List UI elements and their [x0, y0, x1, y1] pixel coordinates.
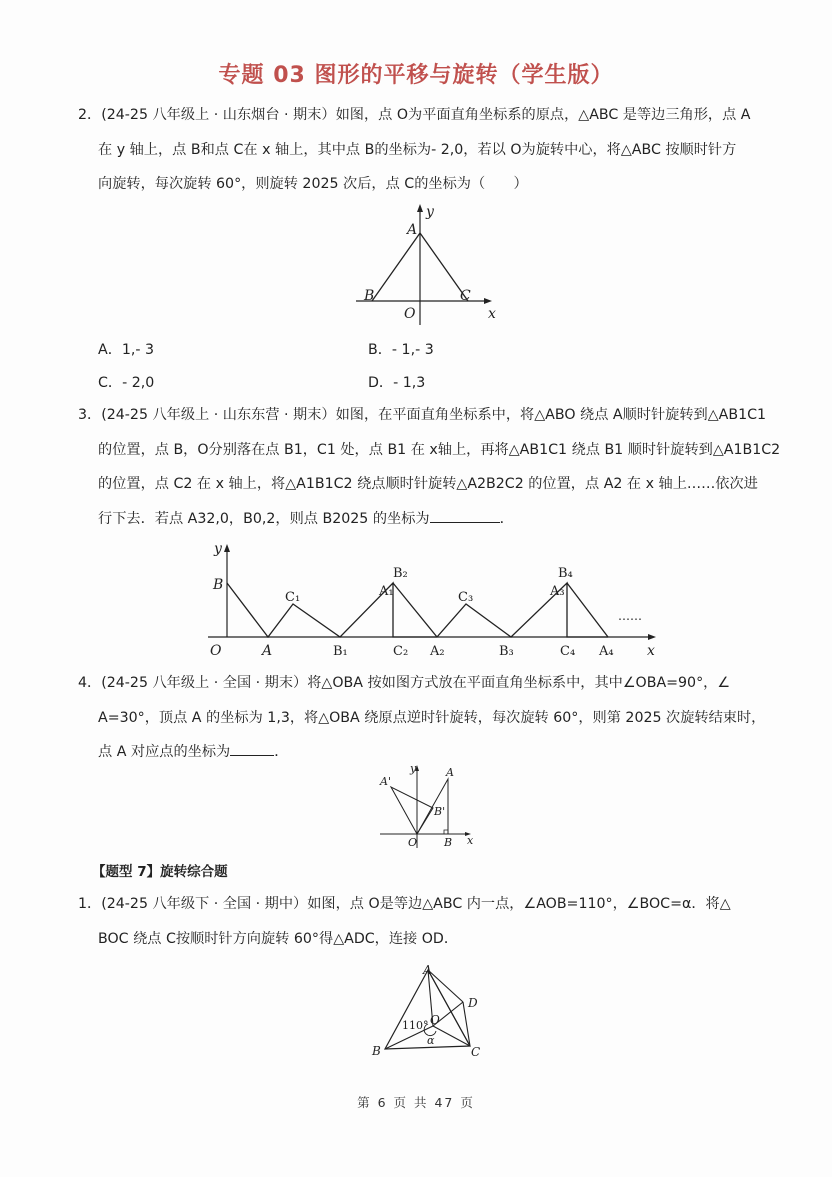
q3-answer-blank[interactable]: [430, 506, 500, 523]
q3-label-a2: A₂: [430, 644, 445, 659]
q1-line-2: BOC 绕点 C按顺时针方向旋转 60°得△ADC，连接 OD．: [98, 930, 459, 947]
question-3-text: [78, 398, 781, 536]
q3-label-b4: B₄: [558, 566, 573, 581]
q4-label-x: x: [467, 834, 474, 847]
q1-line-1: 1．(24-25 八年级下 · 全国 · 期中）如图，点 O是等边△ABC 内一点，∠AOB=110°，∠BOC=α．将△: [78, 896, 731, 912]
q1-label-o: O: [430, 1013, 440, 1027]
q2-line-1: 2．(24-25 八年级上 · 山东烟台 · 期末）如图，点 O为平面直角坐标系的原点，△ABC 是等边三角形，点 A: [78, 107, 751, 123]
q3-line-3: 的位置，点 C2 在 x 轴上，将△A1B1C2 绕点顺时针旋转△A2B2C2 的位置，点 A2 在 x 轴上……依次进: [98, 476, 758, 492]
q3-label-c3: C₃: [458, 590, 474, 605]
q3-label-c4: C₄: [560, 644, 576, 659]
q3-label-o: O: [210, 643, 222, 659]
q3-label-y: y: [214, 541, 222, 557]
q3-figure: [200, 540, 670, 665]
q2-label-c: C: [460, 288, 471, 304]
q4-figure: [370, 762, 482, 852]
q3-label-a1: A₁: [379, 584, 394, 599]
page-footer: 第 6 页 共 47 页: [357, 1095, 475, 1110]
q4-line-3-text: 点 A 对应点的坐标为: [98, 744, 231, 760]
q3-line-4: [78, 502, 768, 537]
q4-label-a: A: [446, 766, 454, 779]
q2-side-ab: [372, 233, 420, 301]
q1-label-angle: 110°: [402, 1019, 429, 1032]
q4-label-a-prime: A': [380, 775, 391, 788]
q1-label-a: A: [423, 963, 432, 977]
question-1-text: [78, 887, 768, 956]
question-2-text: [78, 98, 768, 202]
q1-figure: [370, 962, 490, 1062]
q4-line-3-end: ．: [274, 744, 289, 760]
q2-option-a[interactable]: A．1,- 3: [98, 342, 155, 358]
q2-y-arrow: [417, 204, 423, 212]
q3-label-a: A: [262, 643, 273, 659]
q1-label-c: C: [471, 1045, 481, 1059]
q3-label-c2: C₂: [393, 644, 409, 659]
q2-line-3: 向旋转，每次旋转 60°，则旋转 2025 次后，点 C的坐标为（ ）: [98, 176, 528, 192]
q4-line-1: 4．(24-25 八年级上 · 全国 · 期末）将△OBA 按如图方式放在平面直角坐标系中，其中∠OBA=90°，∠: [78, 675, 731, 691]
q4-right-angle-mark: [444, 830, 448, 834]
q4-label-b: B: [444, 836, 453, 849]
q3-label-b: B: [213, 577, 224, 593]
q2-label-x: x: [488, 306, 496, 322]
q3-label-c1: C₁: [285, 590, 301, 605]
q4-label-o: O: [408, 836, 418, 849]
q3-x-arrow: [648, 634, 656, 640]
question-4-text: [78, 666, 768, 770]
q4-label-y: y: [410, 762, 417, 775]
q2-label-a: A: [407, 222, 418, 238]
section-heading: 【题型 7】旋转综合题: [92, 864, 228, 880]
q3-line-4-text: 行下去．若点 A32,0，B0,2，则点 B2025 的坐标为: [98, 510, 430, 527]
q3-y-arrow: [224, 544, 230, 552]
q3-label-b3: B₃: [499, 644, 514, 659]
q2-option-d[interactable]: D．- 1,3: [368, 375, 426, 391]
q2-x-arrow: [484, 298, 492, 304]
q2-option-c[interactable]: C．- 2,0: [98, 375, 155, 391]
q2-figure: [340, 200, 510, 330]
q2-label-y: y: [426, 204, 434, 220]
q2-option-b[interactable]: B．- 1,- 3: [368, 342, 434, 358]
q3-line-2: 的位置，点 B，O分别落在点 B1，C1 处，点 B1 在 x轴上，再将△AB1C1 绕点 B1 顺时针旋转到△A1B1C2: [98, 441, 781, 458]
q3-segment-a2-b2: [393, 583, 437, 637]
q3-label-a3: A₃: [550, 584, 565, 599]
q3-label-dots: ……: [618, 609, 642, 623]
q4-label-b-prime: B': [434, 805, 446, 818]
q3-label-x: x: [647, 643, 655, 659]
q1-segment-ad: [428, 970, 463, 1002]
q4-line-2: A=30°，顶点 A 的坐标为 1,3，将△OBA 绕原点逆时针旋转，每次旋转 60°，则第 2025 次旋转结束时，: [98, 709, 766, 726]
q4-answer-blank[interactable]: [230, 739, 274, 756]
q2-label-o: O: [404, 306, 416, 322]
q4-triangle-rotated: [391, 787, 433, 834]
q1-label-alpha: α: [427, 1034, 435, 1047]
q3-line-4-end: ．: [499, 510, 514, 527]
q3-label-a4: A₄: [599, 644, 614, 659]
q3-label-b1: B₁: [333, 644, 348, 659]
page-title: 专题 03 图形的平移与旋转（学生版）: [218, 63, 614, 88]
q1-label-d: D: [468, 996, 478, 1010]
q2-label-b: B: [364, 288, 375, 304]
q1-label-b: B: [372, 1044, 381, 1058]
q3-label-b2: B₂: [393, 566, 408, 581]
q3-line-1: 3．(24-25 八年级上 · 山东东营 · 期末）如图，在平面直角坐标系中，将△ABO 绕点 A顺时针旋转到△AB1C1: [78, 407, 767, 423]
q2-line-2: 在 y 轴上，点 B和点 C在 x 轴上，其中点 B的坐标为- 2,0，若以 O为旋转中心，将△ABC 按顺时针方: [98, 141, 737, 158]
q3-segment-b4-a4: [567, 583, 608, 637]
